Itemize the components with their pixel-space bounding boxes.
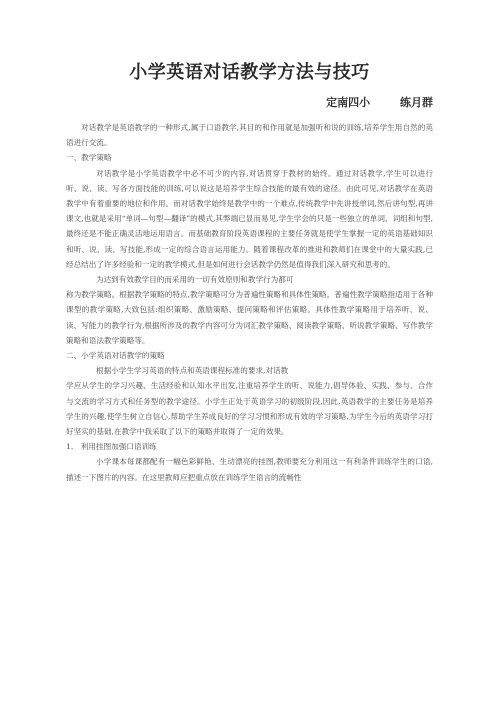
document-title: 小学英语对话教学方法与技巧 <box>129 62 370 83</box>
body-paragraph: 根据小学生学习英语的特点和英语课程标准的要求,对话教 <box>96 366 289 376</box>
intro-paragraph: 对话教学是英语教学的一种形式,属于口语教学,其目的和作用就是加强听和说的训练,培养学生用自然的英语进行交流。 <box>66 123 433 148</box>
body-paragraph: 学应从学生的学习兴趣、生活经验和认知水平出发,注重培养学生的听、说能力,倡导体验、实践、参与、合作与交流的学习方式和任务型的教学途径。小学生正处于英语学习的初级阶段,因此,英语教学的主要任务是培养学生的兴趣,使学生树立自信心,帮助学生养成良好的学习习惯和形成有效的学习策略,为学生今后的英语学习打好坚实的基础,在教学中我采取了以下的策略并取得了一定的效果。 <box>66 381 433 437</box>
section-heading-2: 二、小学英语对话教学的策略 <box>66 351 165 361</box>
body-paragraph: 对话教学是小学英语教学中必不可少的内容,对话贯穿于教材的始终。通过对话教学,学生可以进行听、说、读、写各方面技能的训练,可以说这是培养学生综合技能的最有效的途径。由此可见,对话教学在英语教学中有着重要的地位和作用。而对话教学始终是教学中的一个难点,传统教学中先讲授单词,然后讲句型,再讲课文,也就是采用“单词—句型—翻译”的模式,其弊端已显而易见,学生学会的只是一些独立的单词、词组和句型,最终还是不能正确灵活地运用语言。而基础教育阶段英语课程的主要任务就是使学生掌握一定的英语基础知识和听、说、读、写技能,形成一定的综合语言运用能力。随着课程改革的推进和教师们在课堂中的大量实践,已经总结出了许多经验和一定的教学模式,但是如何进行会话教学仍然是值得我们深入研究和思考的。 <box>66 168 433 269</box>
body-paragraph: 小学课本每课都配有一幅色彩鲜艳、生动漂亮的挂图,教师要充分利用这一有利条件训练学生的口语,描述一下图片的内容。在这里教师应把重点放在训练学生语言的流畅性 <box>66 457 433 482</box>
section-heading-1: 一、教学策略 <box>66 153 112 163</box>
author-line <box>66 94 433 110</box>
body-paragraph: 为达到有效教学目的而采用的一切有效原则和教学行为都可 <box>96 275 294 285</box>
author-school: 定南四小 <box>326 96 371 109</box>
subsection-heading-1: 1. 利用挂图加强口语训练 <box>66 442 157 452</box>
author-name: 练月群 <box>400 96 433 109</box>
body-paragraph: 称为教学策略。根据教学策略的特点,教学策略可分为普遍性策略和具体性策略。普遍性教学策略指适用于各种课型的教学策略,大致包括:组织策略、激励策略、提问策略和评估策略。具体性教学策略用于培养听、说、读、写能力的教学行为,根据所涉及的教学内容可分为词汇教学策略、阅读教学策略、听说教学策略、写作教学策略和语法教学策略等。 <box>66 290 433 345</box>
document-body <box>66 120 433 485</box>
